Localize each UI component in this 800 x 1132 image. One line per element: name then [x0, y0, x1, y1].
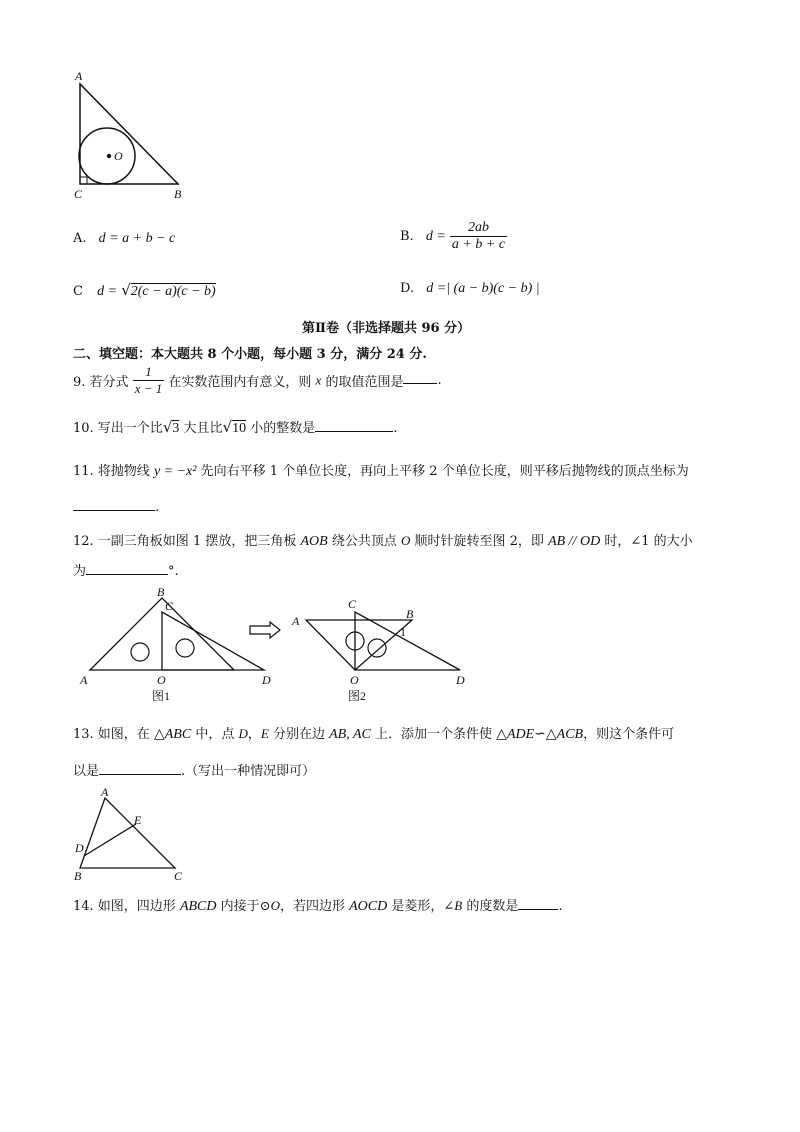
q10-radicand-2: 10 — [232, 421, 247, 436]
f2-label-1: 1 — [400, 625, 406, 639]
q13-sides: AB, AC — [329, 727, 371, 742]
sqrt-symbol: √ — [222, 418, 233, 436]
f13-label-D: D — [75, 841, 84, 855]
q10-radicand-1: 3 — [172, 421, 180, 436]
q11-end: . — [155, 500, 160, 515]
q13-comma: ， — [247, 727, 261, 742]
q9-answer-blank[interactable] — [403, 371, 437, 384]
f1-caption: 图1 — [152, 689, 171, 703]
f13-label-A: A — [101, 785, 109, 799]
q13-mid1: 中，点 — [195, 727, 235, 742]
option-c-lhs: d = — [97, 284, 118, 299]
question-9 — [73, 364, 442, 397]
q14-b: B — [454, 898, 463, 913]
option-b-lhs: d = — [425, 228, 446, 244]
f1-label-C: C — [165, 599, 174, 613]
q11-answer-line — [73, 498, 159, 515]
incircle-triangle-figure — [70, 68, 190, 203]
q13-mid2: 分别在边 — [272, 727, 325, 742]
q12-aob: AOB — [300, 534, 328, 549]
q12-pre: 12. 一副三角板如图 1 摆放，把三角板 — [73, 534, 297, 549]
sqrt-symbol: √ — [121, 281, 131, 299]
q14-mid3: 是菱形，∠ — [391, 899, 455, 914]
f13-label-E: E — [134, 813, 142, 827]
q9-fraction — [133, 364, 165, 397]
q9-post2: 的取值范围是 — [325, 375, 404, 390]
f13-label-C: C — [174, 869, 183, 883]
f2-label-O: O — [350, 673, 359, 687]
q13-pre: 13. 如图，在 — [73, 727, 150, 742]
q9-post1: 在实数范围内有意义，则 — [168, 375, 312, 390]
option-d — [400, 281, 540, 297]
q10-mid: 大且比 — [183, 421, 223, 436]
q10-post: 小的整数是 — [250, 421, 316, 436]
option-c-radicand: 2(c − a)(c − b) — [130, 284, 216, 299]
f2-caption: 图2 — [348, 689, 367, 703]
q13-answer-line — [73, 760, 315, 779]
q11-answer-blank[interactable] — [73, 498, 155, 511]
option-b-fraction — [450, 220, 507, 253]
sqrt-symbol: √ — [162, 418, 173, 436]
label-C: C — [74, 187, 83, 201]
q13-answer-blank[interactable] — [99, 762, 181, 775]
q14-post: 的度数是 — [466, 899, 519, 914]
option-a-expr: d = a + b − c — [98, 231, 176, 246]
q9-pre: 9. 若分式 — [73, 375, 129, 390]
q13-post: ，则这个条件可 — [583, 727, 675, 742]
q14-mid2: ，若四边形 — [279, 899, 345, 914]
q14-answer-blank[interactable] — [518, 897, 558, 910]
option-a-label: A. — [73, 231, 87, 246]
f1-label-B: B — [157, 585, 165, 599]
q11-post: 先向右平移 1 个单位长度，再向上平移 2 个单位长度，则平移后抛物线的顶点坐标为 — [200, 464, 689, 479]
option-b — [400, 220, 507, 253]
q10-answer-blank[interactable] — [315, 419, 393, 432]
q11-expr: y = −x² — [153, 464, 197, 479]
q14-aocd: AOCD — [349, 899, 388, 914]
q14-o: O — [270, 898, 280, 913]
q13-triangle-abc: △ABC — [153, 727, 192, 742]
q13-d: D — [238, 726, 248, 741]
question-10 — [73, 417, 397, 437]
option-d-expr: d =| (a − b)(c − b) | — [426, 281, 540, 296]
label-A: A — [75, 69, 83, 83]
q13-mid3: 上．添加一个条件使 — [375, 727, 493, 742]
question-13 — [73, 723, 674, 743]
q11-pre: 11. 将抛物线 — [73, 464, 150, 479]
q14-abcd: ABCD — [179, 899, 217, 914]
q12-condition: AB // OD — [548, 534, 601, 549]
q10-end: . — [393, 421, 398, 436]
option-c — [73, 281, 216, 300]
option-b-denominator: a + b + c — [451, 237, 506, 252]
question-14 — [73, 895, 563, 915]
q9-numerator: 1 — [145, 364, 152, 379]
q14-mid1: 内接于⊙ — [220, 899, 271, 914]
option-b-numerator: 2ab — [467, 220, 489, 235]
option-b-label: B. — [400, 229, 414, 244]
f1-label-A: A — [80, 673, 88, 687]
f1-label-O: O — [157, 673, 166, 687]
f2-label-B: B — [406, 607, 414, 621]
q13-e: E — [260, 726, 269, 741]
label-O: O — [114, 149, 123, 163]
option-c-label: C — [73, 284, 83, 299]
q13-similar: △ADE∽△ACB — [496, 727, 584, 742]
q12-mid2: 顺时针旋转至图 2，即 — [414, 534, 544, 549]
q14-pre: 14. 如图，四边形 — [73, 899, 176, 914]
q12-answer-blank[interactable] — [86, 562, 168, 575]
q10-pre: 10. 写出一个比 — [73, 421, 163, 436]
f2-label-C: C — [348, 597, 357, 611]
f1-label-D: D — [262, 673, 271, 687]
f2-label-A: A — [292, 614, 300, 628]
q12-mid3: 时，∠1 的大小 — [604, 534, 693, 549]
option-d-label: D. — [400, 281, 415, 296]
q9-x: x — [315, 372, 322, 388]
q12-o: O — [401, 533, 411, 548]
option-a — [73, 231, 175, 247]
question-12 — [73, 530, 693, 550]
section2-title: 二、填空题：本大题共 8 个小题，每小题 3 分，满分 24 分. — [73, 347, 427, 362]
q12-mid1: 绕公共顶点 — [331, 534, 397, 549]
f13-label-B: B — [74, 869, 82, 883]
q12-line2: 为 — [73, 564, 87, 579]
question-11 — [73, 460, 689, 480]
part2-title: 第Ⅱ卷（非选择题共 96 分） — [302, 321, 471, 336]
q13-figure — [70, 784, 200, 884]
q13-end: .（写出一种情况即可） — [181, 764, 316, 779]
q9-end: . — [437, 373, 442, 388]
q12-answer-line — [73, 560, 179, 579]
q13-line2: 以是 — [73, 764, 100, 779]
q12-end: °. — [168, 564, 179, 579]
q12-figures — [70, 580, 490, 710]
q14-end: . — [558, 899, 563, 914]
q9-denominator: x − 1 — [134, 381, 163, 396]
f2-label-D: D — [456, 673, 465, 687]
label-B: B — [174, 187, 182, 201]
